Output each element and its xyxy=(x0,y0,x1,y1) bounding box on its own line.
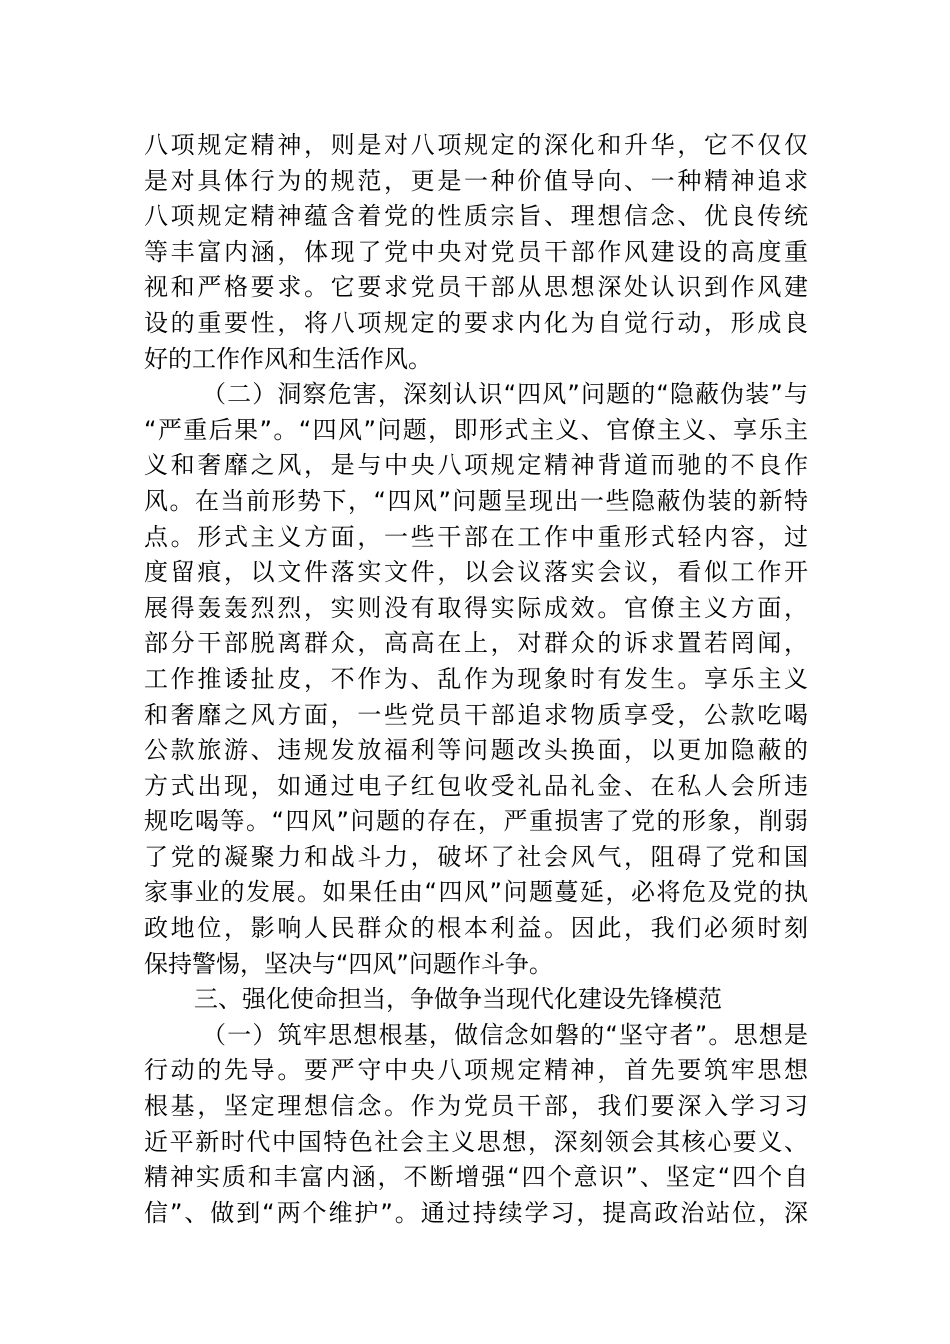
text-line: 工作推诿扯皮，不作为、乱作为现象时有发生。享乐主义 xyxy=(144,664,808,693)
text-line: 行动的先导。要严守中央八项规定精神，首先要筑牢思想 xyxy=(144,1056,808,1085)
text-line: 方式出现，如通过电子红包收受礼品礼金、在私人会所违 xyxy=(144,771,808,800)
text-line: 展得轰轰烈烈，实则没有取得实际成效。官僚主义方面， xyxy=(144,593,808,622)
text-line: 度留痕，以文件落实文件，以会议落实会议，看似工作开 xyxy=(144,558,808,587)
text-line: 保持警惕，坚决与“四风”问题作斗争。 xyxy=(144,949,553,978)
text-line: 义和奢靡之风，是与中央八项规定精神背道而驰的不良作 xyxy=(144,451,808,480)
text-line: 公款旅游、违规发放福利等问题改头换面，以更加隐蔽的 xyxy=(144,736,808,765)
text-line: 信”、做到“两个维护”。通过持续学习，提高政治站位，深 xyxy=(144,1198,808,1227)
text-line: 规吃喝等。“四风”问题的存在，严重损害了党的形象，削弱 xyxy=(144,807,808,836)
section-heading: 三、强化使命担当，争做争当现代化建设先锋模范 xyxy=(194,985,722,1014)
text-line: 风。在当前形势下，“四风”问题呈现出一些隐蔽伪装的新特 xyxy=(144,486,808,515)
text-line: 点。形式主义方面，一些干部在工作中重形式轻内容，过 xyxy=(144,522,808,551)
text-line: 和奢靡之风方面，一些党员干部追求物质享受，公款吃喝 xyxy=(144,700,808,729)
text-line: 设的重要性，将八项规定的要求内化为自觉行动，形成良 xyxy=(144,308,808,337)
text-line: 精神实质和丰富内涵，不断增强“四个意识”、坚定“四个自 xyxy=(144,1163,808,1192)
text-line: 等丰富内涵，体现了党中央对党员干部作风建设的高度重 xyxy=(144,237,808,266)
document-body xyxy=(144,128,808,1231)
text-line: 近平新时代中国特色社会主义思想，深刻领会其核心要义、 xyxy=(144,1127,808,1156)
text-line: 八项规定精神蕴含着党的性质宗旨、理想信念、优良传统 xyxy=(144,202,808,231)
text-line: 视和严格要求。它要求党员干部从思想深处认识到作风建 xyxy=(144,273,808,302)
text-line: 根基，坚定理想信念。作为党员干部，我们要深入学习习 xyxy=(144,1092,808,1121)
text-line: 政地位，影响人民群众的根本利益。因此，我们必须时刻 xyxy=(144,914,808,943)
text-line: 部分干部脱离群众，高高在上，对群众的诉求置若罔闻， xyxy=(144,629,808,658)
text-line: （二）洞察危害，深刻认识“四风”问题的“隐蔽伪装”与 xyxy=(202,380,808,409)
text-line: 好的工作作风和生活作风。 xyxy=(144,344,432,373)
text-line: 家事业的发展。如果任由“四风”问题蔓延，必将危及党的执 xyxy=(144,878,808,907)
text-line: 八项规定精神，则是对八项规定的深化和升华，它不仅仅 xyxy=(144,131,808,159)
text-line: “严重后果”。“四风”问题，即形式主义、官僚主义、享乐主 xyxy=(144,415,808,444)
text-line: 是对具体行为的规范，更是一种价值导向、一种精神追求 xyxy=(144,166,808,195)
text-line: （一）筑牢思想根基，做信念如磐的“坚守者”。思想是 xyxy=(202,1020,808,1049)
text-line: 了党的凝聚力和战斗力，破坏了社会风气，阻碍了党和国 xyxy=(144,842,808,871)
